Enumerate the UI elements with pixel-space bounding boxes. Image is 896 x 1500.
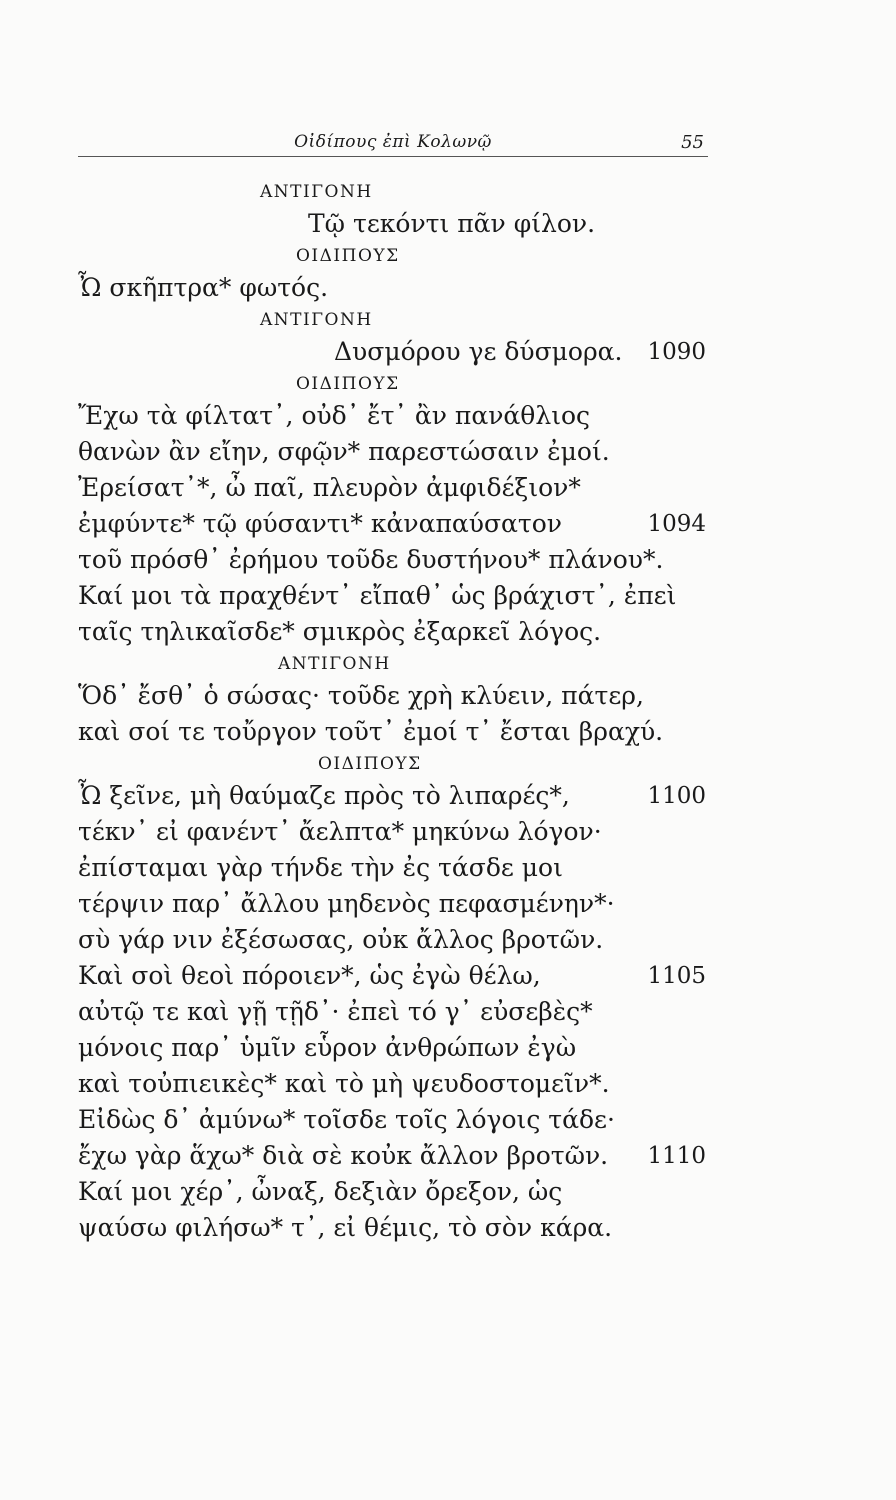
verse-text: ἐπίσταμαι γὰρ τήνδε τὴν ἐς τάσδε μοι [78, 853, 563, 882]
verse-line [78, 714, 708, 750]
dialogue-block [78, 242, 708, 306]
verse-line [78, 1066, 708, 1102]
verse-text: θανὼν ἂν εἴην, σφῷν* παρεστώσαιν ἐμοί. [78, 437, 610, 466]
verse-line [78, 506, 708, 542]
verse-text: σὺ γάρ νιν ἐξέσωσας, οὐκ ἄλλος βροτῶν. [78, 925, 604, 954]
verse-line [78, 1138, 708, 1174]
dialogue-block [78, 650, 708, 750]
verse-line [78, 578, 708, 614]
verse-text: τέρψιν παρ᾽ ἄλλου μηδενὸς πεφασμένην*· [78, 889, 615, 918]
line-number: 1100 [647, 783, 706, 809]
speaker-name: ΑΝΤΙΓΟΝΗ [278, 654, 391, 674]
verse-text: Ἔχω τὰ φίλτατ᾽, οὐδ᾽ ἔτ᾽ ἂν πανάθλιος [78, 401, 591, 430]
verse-line [78, 1102, 708, 1138]
verse-text: Ὦ σκῆπτρα* φωτός. [78, 273, 329, 302]
verse-line [78, 922, 708, 958]
verse-text: Τῷ τεκόντι πᾶν φίλον. [308, 209, 596, 238]
verse-line [78, 398, 708, 434]
verse-text: τέκν᾽ εἰ φανέντ᾽ ἄελπτα* μηκύνω λόγον· [78, 817, 602, 846]
verse-text: Καί μοι χέρ᾽, ὦναξ, δεξιὰν ὄρεξον, ὡς [78, 1177, 563, 1206]
verse-line [78, 542, 708, 578]
verse-line [78, 886, 708, 922]
verse-text: καὶ τοὐπιεικὲς* καὶ τὸ μὴ ψευδοστομεῖν*. [78, 1069, 610, 1098]
verse-line [78, 614, 708, 650]
verse-text: Εἰδὼς δ᾽ ἀμύνω* τοῖσδε τοῖς λόγοις τάδε· [78, 1105, 615, 1134]
verse-text: Ὅδ᾽ ἔσθ᾽ ὁ σώσας· τοῦδε χρὴ κλύειν, πάτερ, [78, 681, 644, 710]
dialogue-block [78, 750, 708, 1246]
verse-line [78, 1030, 708, 1066]
dialogue-block [78, 178, 708, 242]
verse-line [78, 814, 708, 850]
line-number: 1094 [647, 511, 706, 537]
verse-line [78, 434, 708, 470]
verse-line [78, 270, 708, 306]
line-number: 1105 [647, 963, 706, 989]
running-title: Οἰδίπους ἐπὶ Κολωνῷ [294, 132, 492, 152]
speaker-name: ΟΙΔΙΠΟΥΣ [296, 374, 400, 394]
verse-text: ταῖς τηλικαῖσδε* σμικρὸς ἐξαρκεῖ λόγος. [78, 617, 602, 646]
verse-text: αὐτῷ τε καὶ γῇ τῇδ᾽· ἐπεὶ τό γ᾽ εὐσεβὲς* [78, 997, 593, 1026]
verse-line [78, 1174, 708, 1210]
play-text [78, 178, 708, 1246]
running-header [78, 128, 708, 157]
verse-text: Δυσμόρου γε δύσμορα. [334, 337, 623, 366]
verse-line [78, 778, 708, 814]
speaker-name: ΟΙΔΙΠΟΥΣ [296, 246, 400, 266]
verse-line [78, 958, 708, 994]
verse-text: Ἐρείσατ᾽*, ὦ παῖ, πλευρὸν ἀμφιδέξιον* [78, 473, 581, 502]
speaker-name: ΑΝΤΙΓΟΝΗ [260, 182, 373, 202]
verse-text: τοῦ πρόσθ᾽ ἐρήμου τοῦδε δυστήνου* πλάνου*. [78, 545, 664, 574]
verse-line [78, 470, 708, 506]
verse-line [78, 334, 708, 370]
verse-text: ἐμφύντε* τῷ φύσαντι* κἀναπαύσατον [78, 509, 563, 538]
verse-line [78, 994, 708, 1030]
page-number: 55 [681, 132, 704, 153]
verse-text: Καί μοι τὰ πραχθέντ᾽ εἴπαθ᾽ ὡς βράχιστ᾽, ἐπεὶ [78, 581, 677, 610]
verse-line [78, 850, 708, 886]
verse-text: Ὦ ξεῖνε, μὴ θαύμαζε πρὸς τὸ λιπαρές*, [78, 781, 570, 810]
line-number: 1110 [647, 1143, 706, 1169]
dialogue-block [78, 306, 708, 370]
verse-text: μόνοις παρ᾽ ὑμῖν εὗρον ἀνθρώπων ἐγὼ [78, 1033, 577, 1062]
dialogue-block [78, 370, 708, 650]
verse-line [78, 1210, 708, 1246]
verse-text: ψαύσω φιλήσω* τ᾽, εἰ θέμις, τὸ σὸν κάρα. [78, 1213, 613, 1242]
verse-text: καὶ σοί τε τοὔργον τοῦτ᾽ ἐμοί τ᾽ ἔσται βραχύ. [78, 717, 664, 746]
line-number: 1090 [647, 339, 706, 365]
speaker-name: ΑΝΤΙΓΟΝΗ [260, 310, 373, 330]
verse-text: Καὶ σοὶ θεοὶ πόροιεν*, ὡς ἐγὼ θέλω, [78, 961, 541, 990]
verse-line [78, 678, 708, 714]
speaker-name: ΟΙΔΙΠΟΥΣ [318, 754, 422, 774]
verse-text: ἔχω γὰρ ἅχω* διὰ σὲ κοὐκ ἄλλον βροτῶν. [78, 1141, 609, 1170]
verse-line [78, 206, 708, 242]
